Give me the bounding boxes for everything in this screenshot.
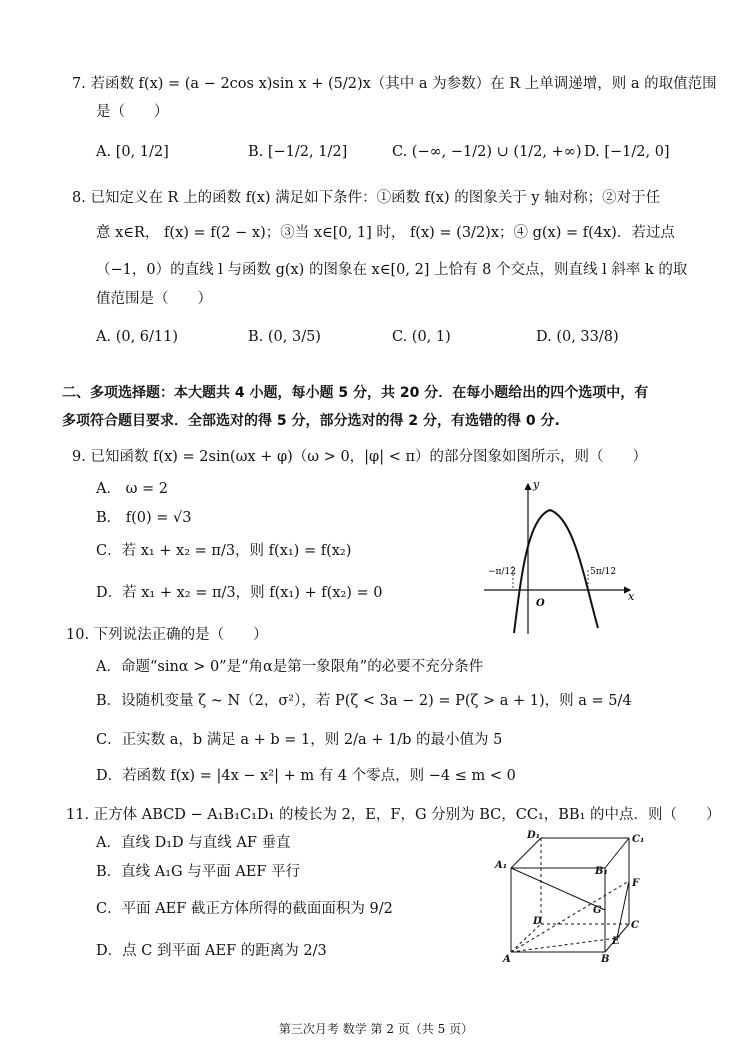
- q7-option-c: C. (−∞, −1/2) ∪ (1/2, +∞): [392, 144, 582, 160]
- q11-label-c: C: [631, 920, 639, 931]
- q9-option-c: C．若 x₁ + x₂ = π/3，则 f(x₁) = f(x₂): [96, 543, 352, 559]
- q9-x-label: x: [628, 590, 635, 603]
- q9-stem: 9. 已知函数 f(x) = 2sin(ωx + φ)（ω > 0，|φ| < π）的部分图象如图所示，则（ ）: [72, 449, 647, 465]
- q9-origin-label: O: [536, 598, 545, 609]
- q11-label-g: G: [593, 905, 602, 916]
- q7-stem-line1: 7. 若函数 f(x) = (a − 2cos x)sin x + (5/2)x（其中 a 为参数）在 R 上单调递增，则 a 的取值范围: [72, 76, 717, 92]
- q8-option-b: B. (0, 3/5): [248, 329, 321, 345]
- q11-label-d1: D₁: [527, 830, 541, 841]
- q10-option-a: A．命题“sinα > 0”是“角α是第一象限角”的必要不充分条件: [96, 659, 484, 675]
- q9-option-a: A． ω = 2: [96, 481, 168, 497]
- q11-option-c: C．平面 AEF 截正方体所得的截面面积为 9/2: [96, 901, 393, 917]
- q11-cube-figure: [495, 828, 655, 964]
- q10-stem: 10. 下列说法正确的是（ ）: [66, 627, 268, 643]
- q9-option-b: B． f(0) = √3: [96, 510, 192, 526]
- q10-option-d: D．若函数 f(x) = |4x − x²| + m 有 4 个零点，则 −4 ≤ m < 0: [96, 768, 516, 784]
- q7-option-d: D. [−1/2, 0]: [584, 144, 670, 160]
- section-2-heading-line2: 多项符合题目要求．全部选对的得 5 分，部分选对的得 2 分，有选错的得 0 分.: [62, 413, 560, 429]
- q11-label-b: B: [601, 954, 610, 965]
- q8-option-d: D. (0, 33/8): [536, 329, 619, 345]
- q11-label-f: F: [632, 878, 640, 889]
- q11-label-d: D: [533, 916, 542, 927]
- q11-label-b1: B₁: [595, 866, 608, 877]
- q8-stem-line4: 值范围是（ ）: [96, 291, 212, 307]
- q7-option-a: A. [0, 1/2]: [96, 144, 169, 160]
- q8-stem-line1: 8. 已知定义在 R 上的函数 f(x) 满足如下条件：①函数 f(x) 的图象关于 y 轴对称；②对于任: [72, 190, 661, 206]
- q10-option-b: B．设随机变量 ζ ~ N（2，σ²），若 P(ζ < 3a − 2) = P(ζ > a + 1)，则 a = 5/4: [96, 693, 632, 709]
- q8-option-a: A. (0, 6/11): [96, 329, 179, 345]
- q11-label-e: E: [612, 936, 620, 947]
- q11-label-c1: C₁: [632, 834, 645, 845]
- q9-option-d: D．若 x₁ + x₂ = π/3，则 f(x₁) + f(x₂) = 0: [96, 585, 383, 601]
- q10-option-c: C．正实数 a，b 满足 a + b = 1，则 2/a + 1/b 的最小值为 5: [96, 732, 503, 748]
- q9-y-label: y: [533, 478, 540, 491]
- q8-option-c: C. (0, 1): [392, 329, 451, 345]
- page-footer: 第三次月考 数学 第 2 页（共 5 页）: [278, 1022, 474, 1036]
- q7-option-b: B. [−1/2, 1/2]: [248, 144, 348, 160]
- q8-stem-line3: （−1，0）的直线 l 与函数 g(x) 的图象在 x∈[0, 2] 上恰有 8 个交点，则直线 l 斜率 k 的取: [96, 262, 688, 278]
- q11-label-a1: A₁: [495, 860, 508, 871]
- q11-option-b: B．直线 A₁G 与平面 AEF 平行: [96, 864, 301, 880]
- q8-stem-line2: 意 x∈R， f(x) = f(2 − x)；③当 x∈[0, 1] 时， f(x) = (3/2)x；④ g(x) = f(4x)．若过点: [96, 225, 675, 241]
- q9-sine-curve: [514, 510, 598, 633]
- q9-right-root-label: 5π/12: [590, 567, 617, 577]
- section-2-heading-line1: 二、多项选择题：本大题共 4 小题，每小题 5 分，共 20 分．在每小题给出的四个选项中，有: [62, 385, 649, 401]
- q9-left-root-label: −π/12: [488, 567, 516, 577]
- q7-stem-line2: 是（ ）: [96, 104, 169, 120]
- q9-sine-graph: [480, 478, 640, 638]
- q11-stem: 11. 正方体 ABCD − A₁B₁C₁D₁ 的棱长为 2，E，F，G 分别为 BC，CC₁，BB₁ 的中点．则（ ）: [66, 807, 721, 823]
- q11-option-d: D．点 C 到平面 AEF 的距离为 2/3: [96, 943, 327, 959]
- q11-label-a: A: [503, 954, 511, 965]
- q11-option-a: A．直线 D₁D 与直线 AF 垂直: [96, 835, 291, 851]
